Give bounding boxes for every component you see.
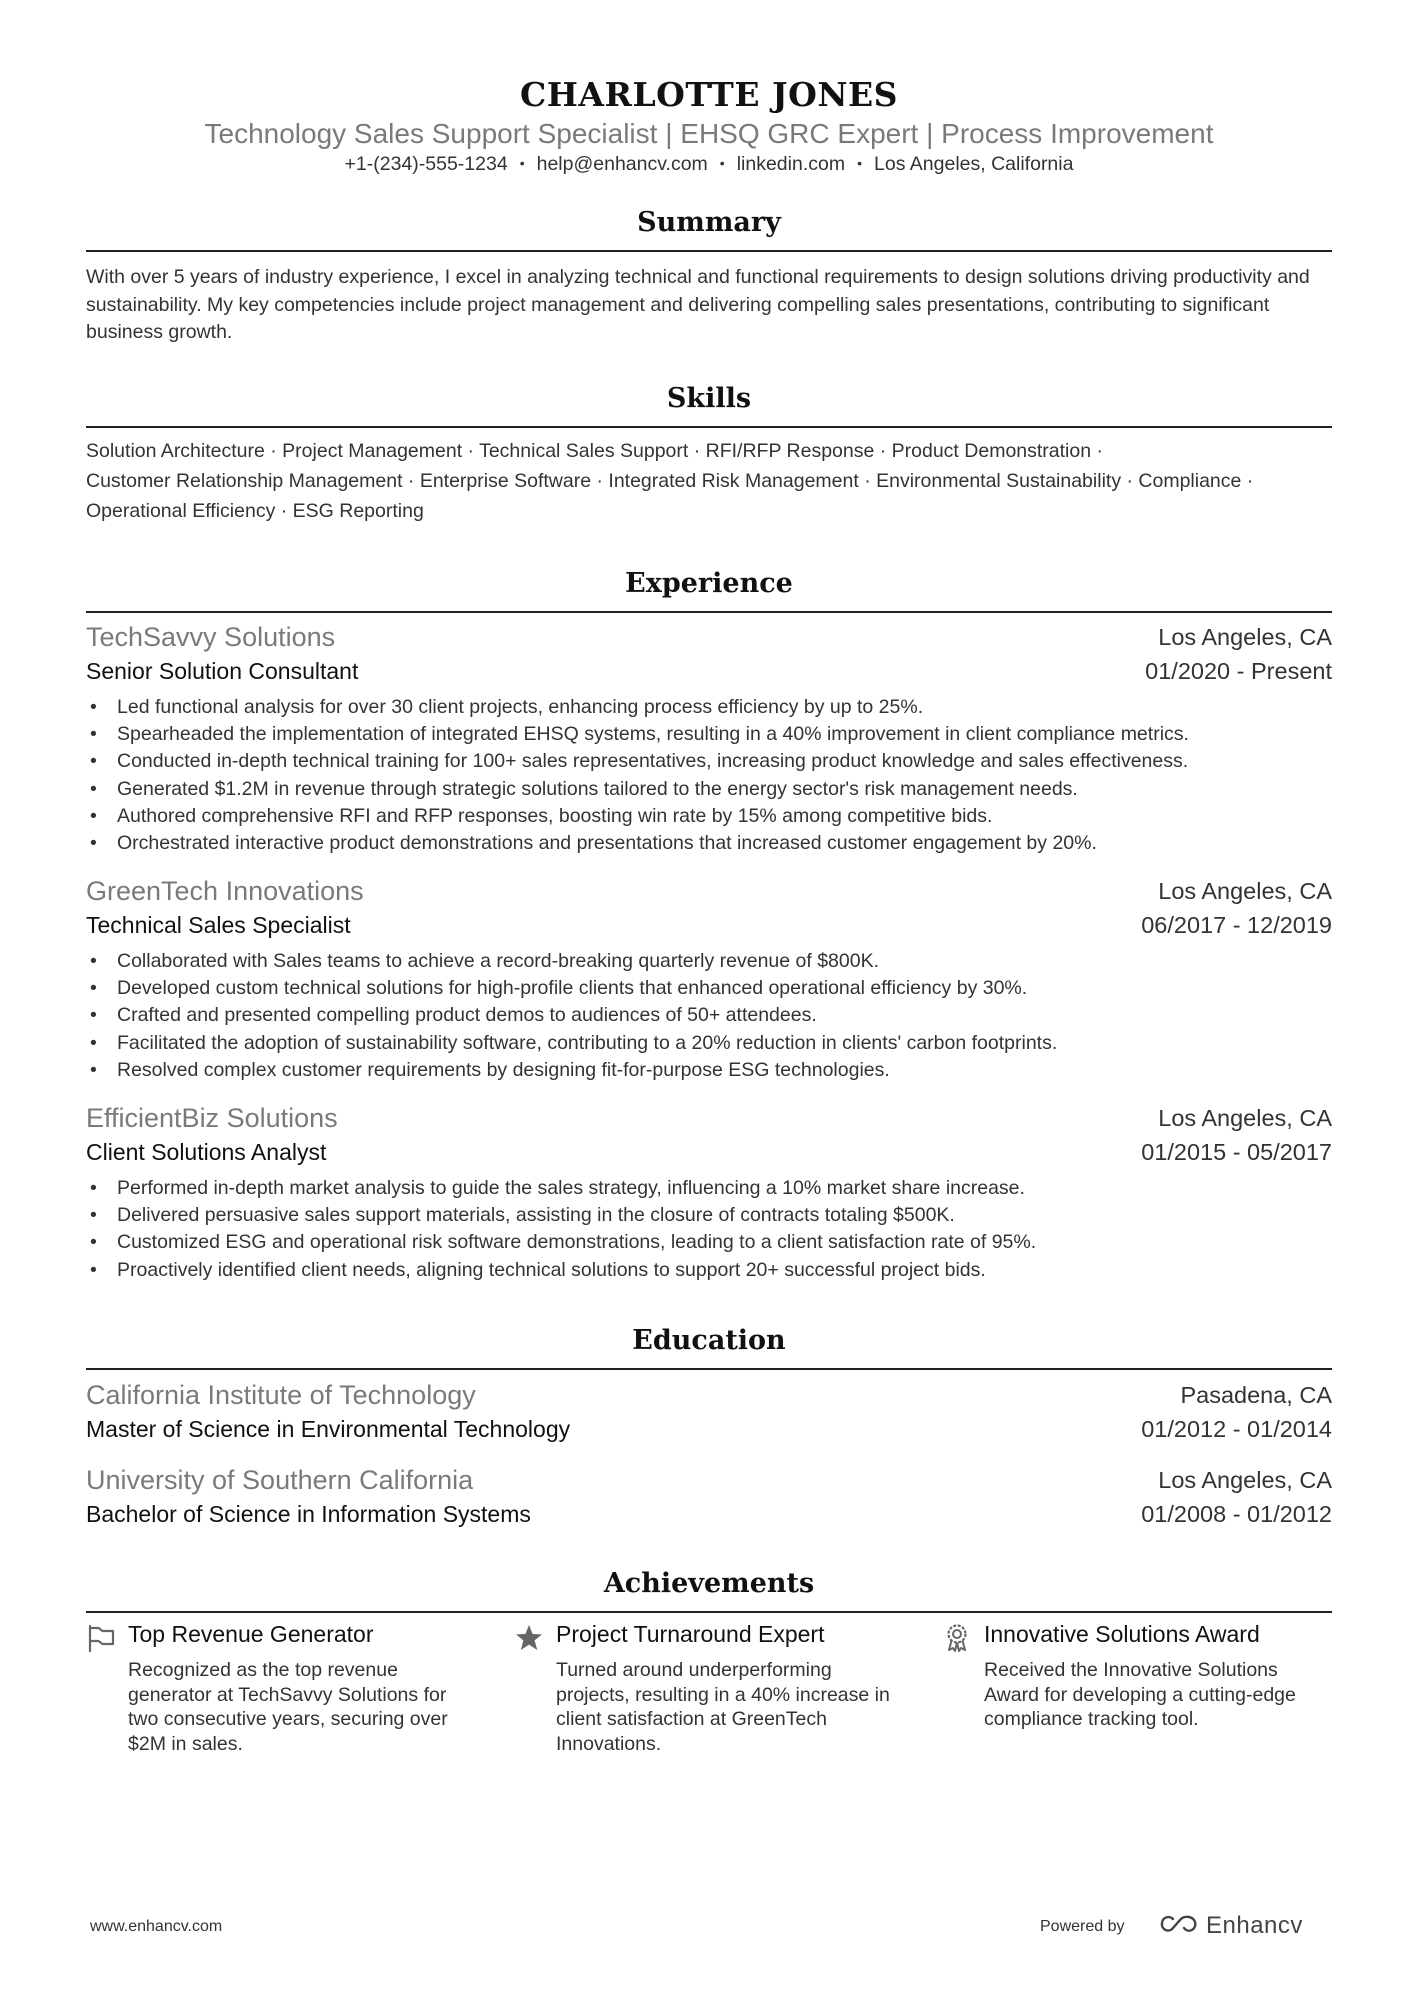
contact-line — [86, 153, 1332, 176]
email-link[interactable]: help@enhancv.com — [536, 153, 708, 175]
job-dates: 01/2015 - 05/2017 — [1141, 1139, 1332, 1165]
candidate-headline: Technology Sales Support Specialist | EHSQ GRC Expert | Process Improvement — [204, 118, 1214, 149]
achievement-title: Innovative Solutions Award — [984, 1621, 1260, 1647]
contact-separator: • — [519, 155, 525, 171]
achievement-description: Turned around underperforming projects, resulting in a 40% increase in client satisfaction at GreenTech Innovations. — [556, 1659, 890, 1755]
job-company: TechSavvy Solutions — [86, 622, 336, 652]
school-name: California Institute of Technology — [86, 1380, 476, 1410]
enhancv-logo-icon — [1158, 1913, 1200, 1937]
flag-icon — [86, 1623, 116, 1653]
education-heading: Education — [632, 1325, 786, 1356]
skills-line: Operational Efficiency · ESG Reporting — [86, 500, 424, 522]
job-location: Los Angeles, CA — [1158, 624, 1332, 650]
achievement-title: Top Revenue Generator — [128, 1621, 374, 1647]
bullet-item: • Orchestrated interactive product demonstrations and presentations that increased customer engagement by 20%. — [86, 830, 1332, 857]
candidate-name: CHARLOTTE JONES — [519, 75, 898, 114]
school-location: Los Angeles, CA — [1158, 1467, 1332, 1493]
skills-heading: Skills — [666, 383, 752, 414]
enhancv-brand-text: Enhancv — [1206, 1912, 1303, 1939]
contact-separator: • — [857, 155, 862, 171]
bullet-item: • Proactively identified client needs, aligning technical solutions to support 20+ successful project bids. — [86, 1257, 1332, 1284]
degree-name: Bachelor of Science in Information Systems — [86, 1501, 531, 1527]
bullet-item: • Spearheaded the implementation of integrated EHSQ systems, resulting in a 40% improvement in client compliance metrics. — [86, 721, 1332, 748]
achievements-heading: Achievements — [603, 1568, 815, 1599]
location-text: Los Angeles, California — [874, 153, 1074, 175]
achievement-title: Project Turnaround Expert — [556, 1621, 825, 1647]
bullet-item: • Collaborated with Sales teams to achieve a record-breaking quarterly revenue of $800K. — [86, 948, 1332, 975]
job-role: Client Solutions Analyst — [86, 1139, 327, 1165]
job-company: GreenTech Innovations — [86, 876, 364, 906]
bullet-item: • Developed custom technical solutions for high-profile clients that enhanced operational efficiency by 30%. — [86, 975, 1332, 1002]
skills-line: Customer Relationship Management · Enterprise Software · Integrated Risk Management · Environmental Sustainability · Compliance · — [86, 470, 1254, 492]
bullet-item: • Led functional analysis for over 30 client projects, enhancing process efficiency by up to 25%. — [86, 694, 1332, 721]
footer-website-link[interactable]: www.enhancv.com — [90, 1918, 223, 1935]
bullet-item: • Performed in-depth market analysis to guide the sales strategy, influencing a 10% market share increase. — [86, 1175, 1332, 1202]
job-company: EfficientBiz Solutions — [86, 1103, 338, 1133]
job-location: Los Angeles, CA — [1158, 878, 1332, 904]
achievement-description: Received the Innovative Solutions Award for developing a cutting-edge compliance tracking tool. — [984, 1659, 1296, 1730]
bullet-item: • Conducted in-depth technical training for 100+ sales representatives, increasing product knowledge and sales effectiveness. — [86, 748, 1332, 775]
bullet-item: • Generated $1.2M in revenue through strategic solutions tailored to the energy sector's risk management needs. — [86, 776, 1332, 803]
powered-by-label: Powered by — [1040, 1918, 1125, 1935]
bullet-item: • Facilitated the adoption of sustainability software, contributing to a 20% reduction in clients' carbon footprints. — [86, 1030, 1332, 1057]
section-divider — [86, 611, 1332, 613]
job-dates: 06/2017 - 12/2019 — [1141, 912, 1332, 938]
summary-text: With over 5 years of industry experience, I excel in analyzing technical and functional requirements to design solutions driving productivity and sustainability. My key competencies include project management and delivering compelling sales presentations, contributing to significant business growth. — [86, 266, 1310, 343]
job-location: Los Angeles, CA — [1158, 1105, 1332, 1131]
degree-name: Master of Science in Environmental Technology — [86, 1416, 571, 1442]
skills-list — [86, 436, 1332, 526]
bullet-item: • Resolved complex customer requirements by designing fit-for-purpose ESG technologies. — [86, 1057, 1332, 1084]
footer-branding[interactable] — [1040, 1910, 1340, 1940]
award-icon — [942, 1623, 972, 1653]
star-icon — [514, 1623, 544, 1653]
job-bullets — [86, 694, 1332, 857]
section-divider — [86, 1368, 1332, 1370]
bullet-item: • Authored comprehensive RFI and RFP responses, boosting win rate by 15% among competitive bids. — [86, 803, 1332, 830]
section-divider — [86, 250, 1332, 252]
bullet-item: • Delivered persuasive sales support materials, assisting in the closure of contracts totaling $500K. — [86, 1202, 1332, 1229]
education-dates: 01/2012 - 01/2014 — [1141, 1416, 1332, 1442]
job-bullets — [86, 948, 1332, 1084]
school-location: Pasadena, CA — [1180, 1382, 1332, 1408]
summary-heading: Summary — [637, 207, 781, 238]
school-name: University of Southern California — [86, 1465, 474, 1495]
linkedin-link[interactable]: linkedin.com — [736, 153, 846, 175]
bullet-item: • Crafted and presented compelling product demos to audiences of 50+ attendees. — [86, 1002, 1332, 1029]
bullet-item: • Customized ESG and operational risk software demonstrations, leading to a client satisfaction rate of 95%. — [86, 1229, 1332, 1256]
job-dates: 01/2020 - Present — [1145, 658, 1332, 684]
job-role: Senior Solution Consultant — [86, 658, 359, 684]
phone-text: +1-(234)-555-1234 — [344, 153, 508, 175]
section-divider — [86, 1611, 1332, 1613]
job-bullets — [86, 1175, 1332, 1284]
experience-heading: Experience — [625, 568, 793, 599]
skills-line: Solution Architecture · Project Management · Technical Sales Support · RFI/RFP Response · Product Demonstration · — [86, 440, 1103, 462]
contact-separator: • — [719, 155, 725, 171]
education-dates: 01/2008 - 01/2012 — [1141, 1501, 1332, 1527]
achievement-description: Recognized as the top revenue generator at TechSavvy Solutions for two consecutive years, securing over $2M in sales. — [128, 1659, 448, 1755]
job-role: Technical Sales Specialist — [86, 912, 351, 938]
section-divider — [86, 426, 1332, 428]
